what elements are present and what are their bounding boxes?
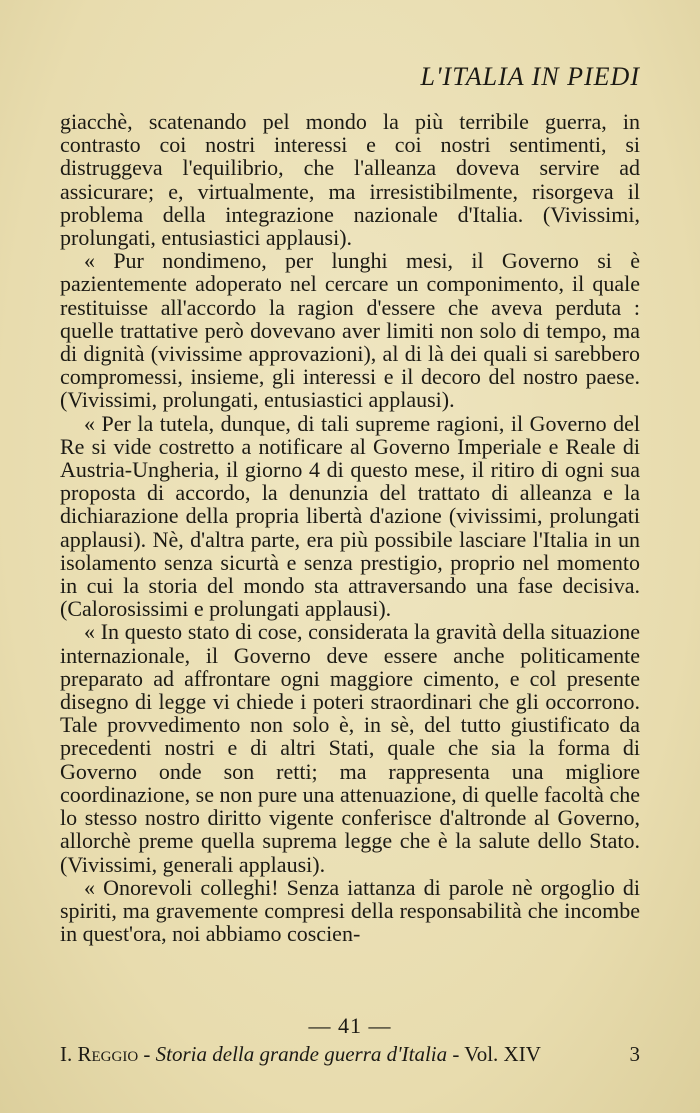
running-title: L'ITALIA IN PIEDI (420, 62, 640, 91)
footer (60, 1042, 640, 1067)
paragraph: « Onorevoli colleghi! Senza iattanza di parole nè orgoglio di spiriti, ma gravemente compresi della responsabilità che incombe in quest'ora, noi abbiamo coscien- (60, 874, 640, 947)
footer-work-title: Storia della grande guerra d'Italia (155, 1042, 448, 1066)
footer-signature: 3 (629, 1042, 640, 1066)
page-number: — 41 — (308, 1013, 392, 1038)
footer-series (60, 1042, 541, 1067)
footer-separator: - (138, 1042, 156, 1066)
paragraph: « In questo stato di cose, considerata la gravità della situazione internazionale, il Governo deve essere anche politicamente preparato ad affrontare ogni maggiore cimento, e col presente disegno di legge vi chiede i poteri straordinari che gli occorrono. Tale provvedimento non solo è, in sè, del tutto giustificato da precedenti nostri e di altri Stati, quale che sia la forma di Governo onde son retti; ma rappresenta una migliore coordinazione, se non pure una attenuazione, di quelle facoltà che lo stesso nostro diritto vigente conferisce d'altronde al Governo, allorchè preme quella suprema legge che è la salute dello Stato. (Vivissimi, generali applausi). (60, 619, 640, 877)
footer-separator: - (447, 1042, 465, 1066)
footer-author: I. Reggio (60, 1042, 139, 1066)
body-text (60, 110, 640, 945)
paragraph: « Pur nondimeno, per lunghi mesi, il Governo si è pazientemente adoperato nel cercare un componimento, il quale restituisse all'accordo la ragion d'essere che aveva perduta : quelle trattative però dovevano aver limiti non solo di tempo, ma di dignità (vivissime approvazioni), al di là dei quali si sarebbero compromessi, insieme, gli interessi e il decoro del nostro paese. (Vivissimi, prolungati, entusiastici applausi). (60, 248, 640, 413)
paragraph: giacchè, scatenando pel mondo la più terribile guerra, in contrasto coi nostri interessi e coi nostri sentimenti, si distruggeva l'equilibrio, che l'alleanza doveva servire ad assicurare; e, virtualmente, ma irresistibilmente, risorgeva il problema della integrazione nazionale d'Italia. (Vivissimi, prolungati, entusiastici applausi). (60, 109, 640, 251)
paragraph: « Per la tutela, dunque, di tali supreme ragioni, il Governo del Re si vide costretto a notificare al Governo Imperiale e Reale di Austria-Ungheria, il giorno 4 di questo mese, il ritiro di ogni sua proposta di accordo, la denunzia del trattato di alleanza e la dichiarazione della propria libertà d'azione (vivissimi, prolungati applausi). Nè, d'altra parte, era più possibile lasciare l'Italia in un isolamento senza sicurtà e senza prestigio, proprio nel momento in cui la storia del mondo sta attraversando una fase decisiva. (Calorosissimi e prolungati applausi). (60, 410, 640, 622)
footer-volume: Vol. XIV (464, 1042, 541, 1066)
